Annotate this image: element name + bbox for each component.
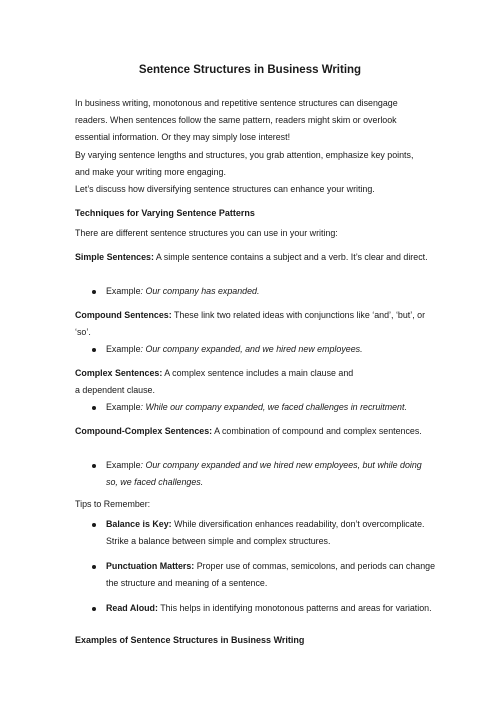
bullet-icon: [92, 406, 96, 410]
example-label: Example: [106, 460, 141, 470]
simple-sentences-paragraph: [75, 249, 430, 266]
example-label: Example: [106, 286, 141, 296]
complex-sentences-paragraph: [75, 365, 430, 399]
complex-sentences-text-2: a dependent clause.: [75, 385, 155, 395]
example-text: : Our company expanded, and we hired new employees.: [140, 344, 363, 354]
bullet-icon: [92, 348, 96, 352]
compound-complex-paragraph: [75, 423, 430, 440]
compound-sentences-label: Compound Sentences:: [75, 310, 172, 320]
techniques-heading: Techniques for Varying Sentence Patterns: [75, 208, 255, 218]
compound-complex-text: A combination of compound and complex sentences.: [212, 426, 422, 436]
techniques-intro: There are different sentence structures you can use in your writing:: [75, 228, 338, 238]
compound-sentences-paragraph: [75, 307, 430, 341]
tip-item: [106, 516, 436, 550]
example-label: Example: [106, 344, 141, 354]
compound-complex-label: Compound-Complex Sentences:: [75, 426, 213, 436]
tip-label: Punctuation Matters:: [106, 561, 195, 571]
tip-item: [106, 600, 436, 617]
tip-item: [106, 558, 436, 592]
simple-sentences-text: A simple sentence contains a subject and a verb. It’s clear and direct.: [153, 252, 428, 262]
bullet-icon: [92, 464, 96, 468]
example-text: : While our company expanded, we faced challenges in recruitment.: [140, 402, 407, 412]
bullet-icon: [92, 523, 96, 527]
compound-sentences-text: These link two related ideas with conjunctions like ‘and’, ‘but’, or ‘so’.: [75, 310, 426, 337]
examples-heading: Examples of Sentence Structures in Business Writing: [75, 635, 305, 645]
bullet-icon: [92, 290, 96, 294]
simple-example: [106, 283, 436, 300]
complex-sentences-text-1: A complex sentence includes a main clause and: [162, 368, 354, 378]
simple-sentences-label: Simple Sentences:: [75, 252, 154, 262]
example-text: : Our company expanded and we hired new employees, but while doing so, we faced challenges.: [106, 460, 422, 487]
complex-sentences-label: Complex Sentences:: [75, 368, 163, 378]
complex-example: [106, 399, 436, 416]
tip-text: While diversification enhances readability, don’t overcomplicate. Strike a balance between simple and complex structures.: [106, 519, 425, 546]
tip-label: Balance is Key:: [106, 519, 172, 529]
intro-paragraph-3: Let’s discuss how diversifying sentence structures can enhance your writing.: [75, 184, 375, 194]
tip-text: Proper use of commas, semicolons, and periods can change the structure and meaning of a sentence.: [106, 561, 436, 588]
intro-paragraph-1: In business writing, monotonous and repetitive sentence structures can disengage readers. When sentences follow the same pattern, readers might skim or overlook essential information. Or they may simply lose interest!: [75, 98, 398, 142]
compound-complex-example: [106, 457, 436, 491]
bullet-icon: [92, 565, 96, 569]
example-label: Example: [106, 402, 141, 412]
compound-example: [106, 341, 436, 358]
tip-text: This helps in identifying monotonous patterns and areas for variation.: [157, 603, 432, 613]
tips-heading: Tips to Remember:: [75, 499, 151, 509]
bullet-icon: [92, 607, 96, 611]
page-title: Sentence Structures in Business Writing: [138, 64, 362, 76]
tip-label: Read Aloud:: [106, 603, 158, 613]
example-text: : Our company has expanded.: [140, 286, 260, 296]
intro-paragraph-2: By varying sentence lengths and structures, you grab attention, emphasize key points, and make your writing more engaging.: [75, 150, 414, 177]
